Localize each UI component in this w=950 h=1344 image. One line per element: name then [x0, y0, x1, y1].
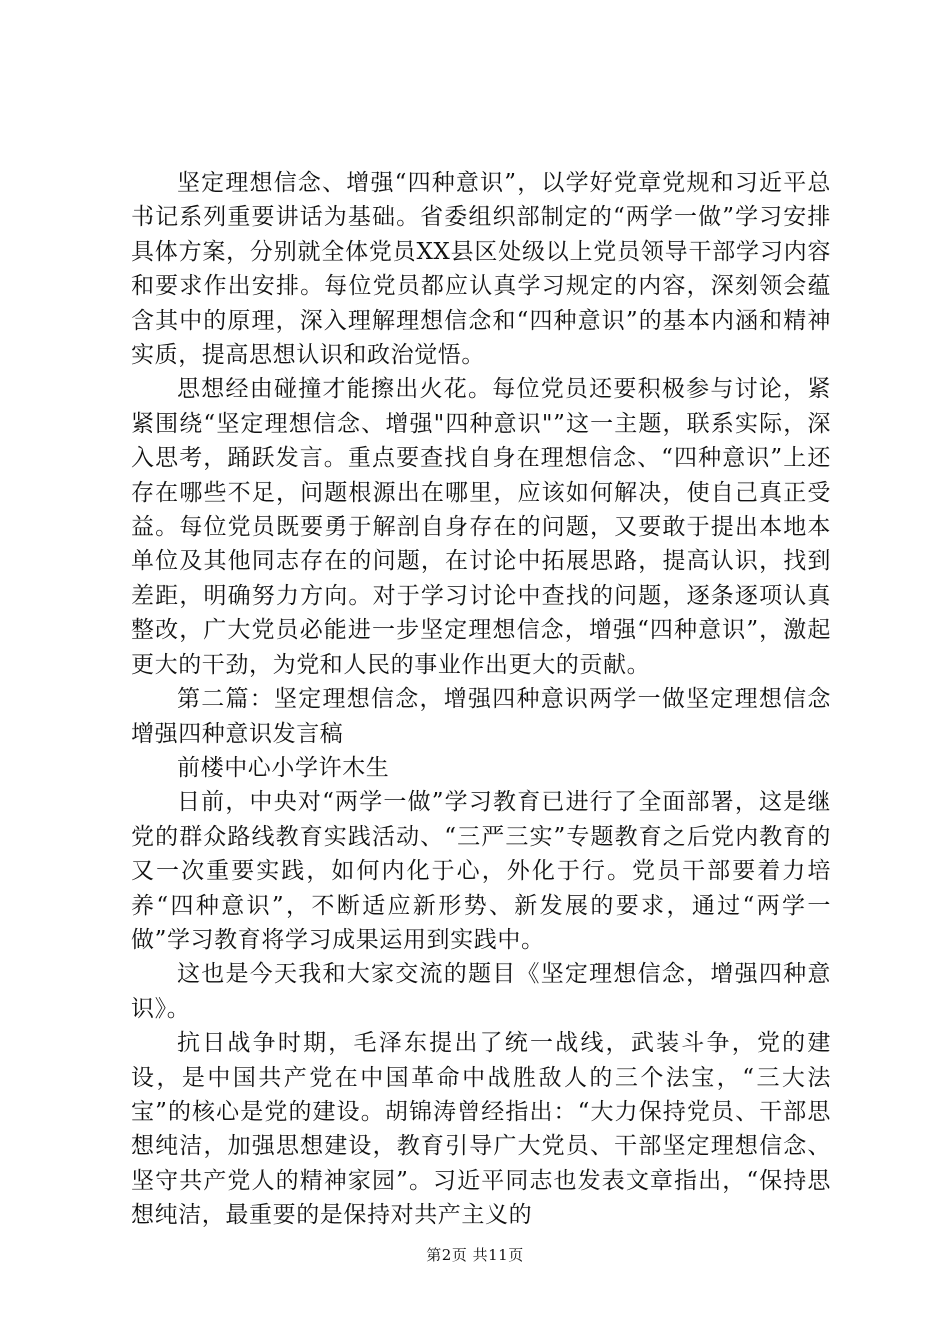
paragraph-3: 日前，中央对“两学一做”学习教育已进行了全面部署，这是继党的群众路线教育实践活动、“三严三实”专题教育之后党内教育的又一次重要实践，如何内化于心，外化于行。党员干部要着力培养“四种意识”，不断适应新形势、新发展的要求，通过“两学一做”学习教育将学习成果运用到实践中。 [131, 789, 831, 953]
paragraph-2: 思想经由碰撞才能擦出火花。每位党员还要积极参与讨论，紧紧围绕“坚定理想信念、增强"四种意识"”这一主题，联系实际，深入思考，踊跃发言。重点要查找自身在理想信念、“四种意识”上还存在哪些不足，问题根源出在哪里，应该如何解决，使自己真正受益。每位党员既要勇于解剖自身存在的问题，又要敢于提出本地本单位及其他同志存在的问题，在讨论中拓展思路，提高认识，找到差距，明确努力方向。对于学习讨论中查找的问题，逐条逐项认真整改，广大党员必能进一步坚定理想信念，增强“四种意识”，激起更大的干劲，为党和人民的事业作出更大的贡献。 [131, 376, 831, 678]
paragraph-5: 抗日战争时期，毛泽东提出了统一战线，武装斗争，党的建设，是中国共产党在中国革命中战胜敌人的三个法宝，“三大法宝”的核心是党的建设。胡锦涛曾经指出：“大力保持党员、干部思想纯洁，加强思想建设，教育引导广大党员、干部坚定理想信念、坚守共产党人的精神家园”。习近平同志也发表文章指出，“保持思想纯洁，最重要的是保持对共产主义的 [131, 1030, 831, 1229]
document-body [131, 166, 831, 1233]
page-number-footer: 第2页 共11页 [426, 1246, 524, 1264]
section-heading: 第二篇：坚定理想信念，增强四种意识两学一做坚定理想信念增强四种意识发言稿 [131, 686, 831, 747]
paragraph-1: 坚定理想信念、增强“四种意识”，以学好党章党规和习近平总书记系列重要讲话为基础。省委组织部制定的“两学一做”学习安排具体方案，分别就全体党员XX县区处级以上党员领导干部学习内容和要求作出安排。每位党员都应认真学习规定的内容，深刻领会蕴含其中的原理，深入理解理想信念和“四种意识”的基本内涵和精神实质，提高思想认识和政治觉悟。 [131, 170, 831, 369]
author-line: 前楼中心小学许木生 [177, 754, 390, 781]
paragraph-4: 这也是今天我和大家交流的题目《坚定理想信念，增强四种意识》。 [131, 961, 831, 1022]
